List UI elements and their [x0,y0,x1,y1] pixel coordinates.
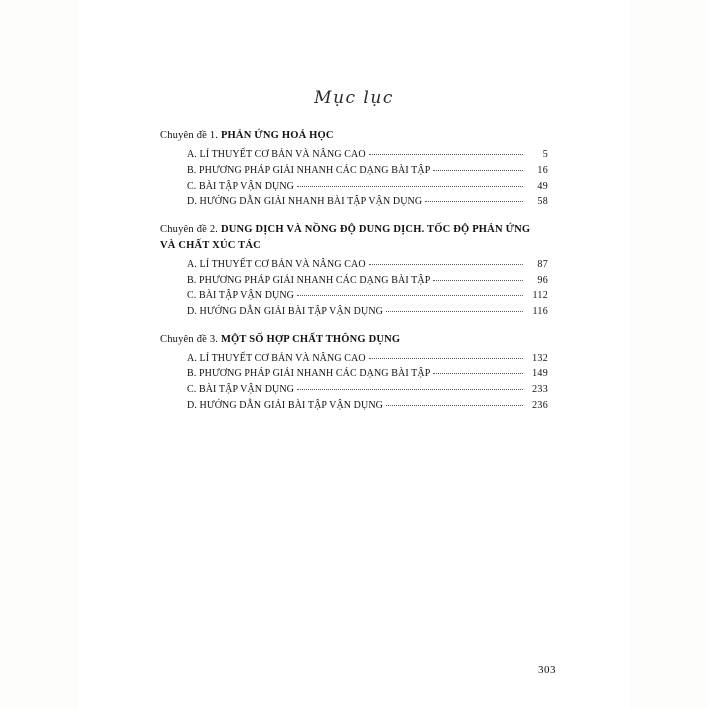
toc-leader-dots [297,186,523,187]
toc-chapter-lead: Chuyên đề 2. [160,223,221,235]
toc-entry[interactable] [160,304,548,320]
table-of-contents [78,128,630,413]
toc-entry[interactable] [160,256,548,272]
toc-entry-label: D. HƯỚNG DẪN GIẢI NHANH BÀI TẬP VẬN DỤNG [187,196,423,208]
toc-entry-label: B. PHƯƠNG PHÁP GIẢI NHANH CÁC DẠNG BÀI TẬP [187,274,431,286]
page-content-area [78,0,630,708]
page-folio: 303 [538,664,556,676]
toc-entry[interactable] [160,147,548,163]
toc-entry-list [160,350,548,413]
toc-leader-dots [425,201,523,202]
toc-chapter-heading [160,222,548,254]
toc-entry-page: 112 [532,290,548,302]
toc-leader-dots [386,311,523,312]
toc-chapter-heading [160,332,548,348]
toc-entry-label: D. HƯỚNG DẪN GIẢI BÀI TẬP VẬN DỤNG [187,399,383,411]
toc-entry-page: 58 [537,196,548,208]
toc-entry-page: 236 [532,399,548,411]
toc-entry-page: 5 [542,149,548,161]
toc-chapter-lead: Chuyên đề 1. [160,130,221,141]
toc-chapter-heading [160,128,548,144]
toc-chapter [160,222,548,320]
toc-entry-page: 149 [532,368,548,380]
toc-leader-dots [369,154,523,155]
toc-entry-page: 49 [537,180,548,192]
toc-entry-page: 87 [537,258,548,270]
toc-entry-label: C. BÀI TẬP VẬN DỤNG [187,290,295,302]
toc-leader-dots [386,405,523,406]
toc-entry-label: A. LÍ THUYẾT CƠ BẢN VÀ NÂNG CAO [187,149,366,161]
toc-chapter [160,332,548,414]
toc-entry[interactable] [160,366,548,382]
toc-entry-page: 96 [537,274,548,286]
toc-entry-label: C. BÀI TẬP VẬN DỤNG [187,384,295,396]
toc-entry[interactable] [160,194,548,210]
toc-entry[interactable] [160,382,548,398]
toc-entry-page: 132 [532,352,548,364]
toc-leader-dots [433,373,523,374]
toc-leader-dots [433,280,523,281]
toc-entry-page: 16 [537,164,548,176]
toc-entry[interactable] [160,272,548,288]
toc-chapter [160,128,548,210]
toc-entry-page: 116 [532,306,548,318]
toc-entry[interactable] [160,178,548,194]
toc-leader-dots [297,295,523,296]
toc-entry-list [160,256,548,319]
toc-leader-dots [297,389,523,390]
toc-leader-dots [433,170,523,171]
toc-entry[interactable] [160,398,548,414]
toc-entry-list [160,147,548,210]
toc-entry-label: A. LÍ THUYẾT CƠ BẢN VÀ NÂNG CAO [187,352,366,364]
toc-entry-label: B. PHƯƠNG PHÁP GIẢI NHANH CÁC DẠNG BÀI TẬP [187,368,431,380]
toc-entry-label: C. BÀI TẬP VẬN DỤNG [187,180,295,192]
page-title: Mục lục [314,88,394,108]
toc-entry[interactable] [160,163,548,179]
toc-entry-label: D. HƯỚNG DẪN GIẢI BÀI TẬP VẬN DỤNG [187,306,383,318]
toc-entry-page: 233 [532,384,548,396]
toc-chapter-name: MỘT SỐ HỢP CHẤT THÔNG DỤNG [220,333,401,345]
toc-chapter-name: DUNG DỊCH VÀ NỒNG ĐỘ DUNG DỊCH. TỐC ĐỘ PHẢN ỨNG VÀ CHẤT XÚC TÁC [160,223,531,251]
toc-leader-dots [369,358,523,359]
toc-entry[interactable] [160,288,548,304]
toc-chapter-name: PHẢN ỨNG HOÁ HỌC [220,130,334,141]
toc-entry-label: A. LÍ THUYẾT CƠ BẢN VÀ NÂNG CAO [187,258,366,270]
toc-entry[interactable] [160,350,548,366]
toc-leader-dots [369,264,523,265]
toc-entry-label: B. PHƯƠNG PHÁP GIẢI NHANH CÁC DẠNG BÀI TẬP [187,164,431,176]
toc-chapter-lead: Chuyên đề 3. [160,333,221,345]
